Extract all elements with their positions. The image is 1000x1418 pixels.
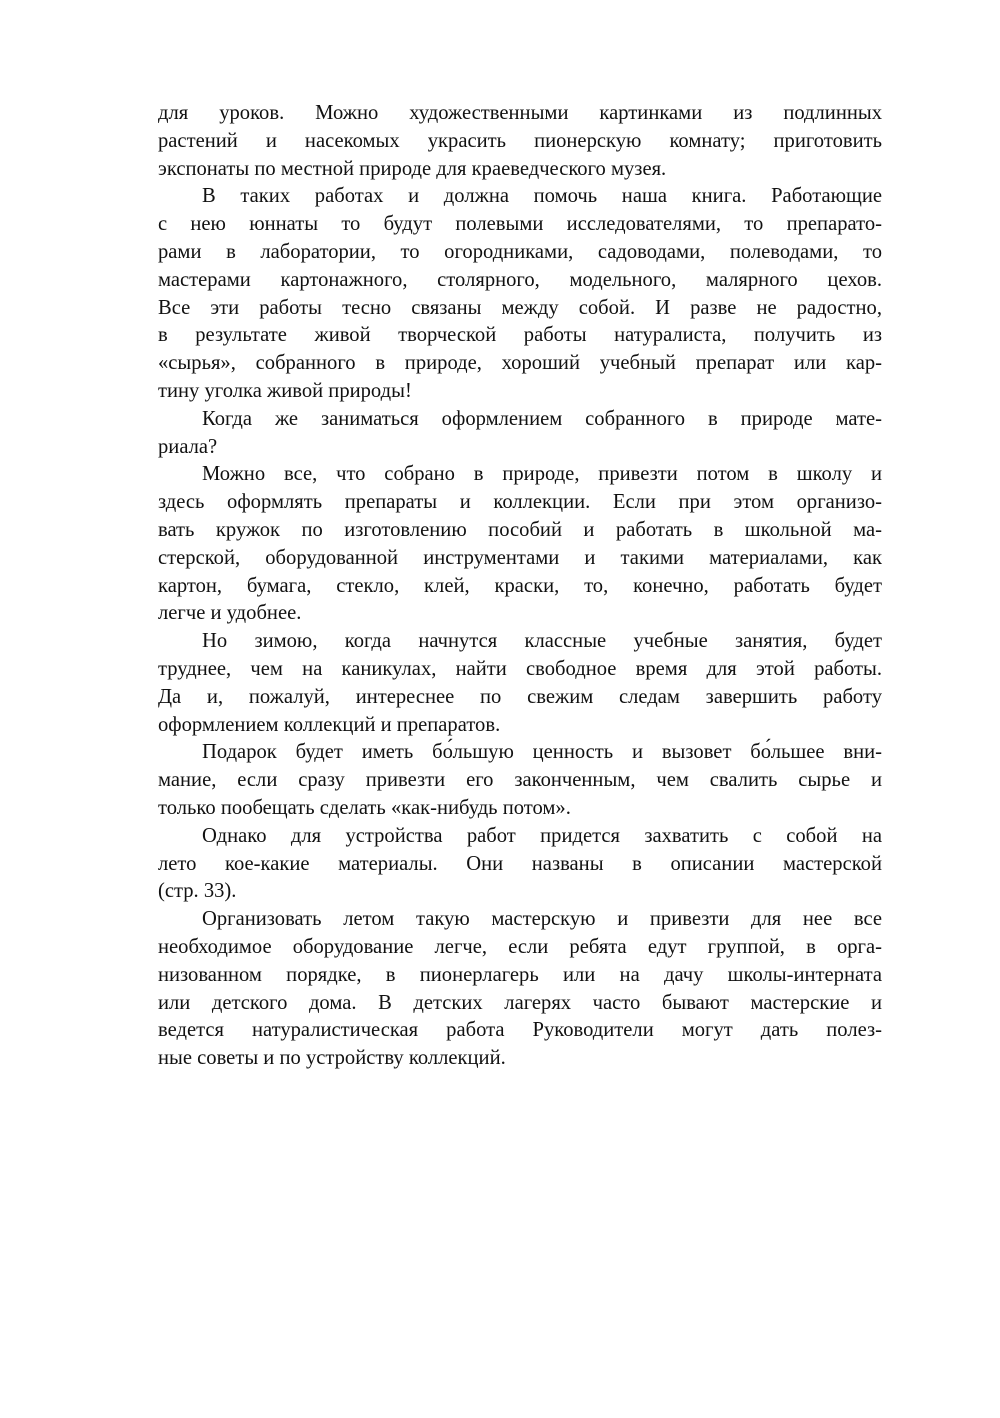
text-line: вать кружок по изготовлению пособий и работать в школьной ма- xyxy=(158,518,882,541)
text-line: лето кое-какие материалы. Они названы в описании мастерской xyxy=(158,852,882,875)
paragraph xyxy=(158,183,882,405)
book-page-text xyxy=(158,100,882,1073)
text-line: в результате живой творческой работы натуралиста, получить из xyxy=(158,324,882,347)
paragraph xyxy=(158,628,882,739)
text-line: необходимое оборудование легче, если ребята едут группой, в орга- xyxy=(158,935,882,958)
paragraph xyxy=(158,823,882,906)
text-line: мание, если сразу привезти его законченным, чем свалить сырье и xyxy=(158,769,882,792)
text-line: для уроков. Можно художественными картинками из подлинных xyxy=(158,102,882,124)
text-line: растений и насекомых украсить пионерскую комнату; приготовить xyxy=(158,129,882,152)
text-line: Но зимою, когда начнутся классные учебные занятия, будет xyxy=(202,630,882,653)
paragraph xyxy=(158,739,882,822)
text-line: только пообещать сделать «как-нибудь потом». xyxy=(158,796,571,819)
text-line: Подарок будет иметь бо́льшую ценность и вызовет бо́льшее вни- xyxy=(202,741,882,764)
text-line: оформлением коллекций и препаратов. xyxy=(158,713,501,736)
text-line: Однако для устройства работ придется захватить с собой на xyxy=(202,824,882,847)
text-line: риала? xyxy=(158,435,218,458)
text-line: легче и удобнее. xyxy=(158,602,302,625)
text-line: Да и, пожалуй, интереснее по свежим следам завершить работу xyxy=(158,685,882,708)
text-line: Все эти работы тесно связаны между собой. И разве не радостно, xyxy=(158,296,882,319)
paragraph xyxy=(158,461,882,628)
text-line: Можно все, что собрано в природе, привезти потом в школу и xyxy=(202,463,882,486)
text-line: (стр. 33). xyxy=(158,880,237,903)
text-line: экспонаты по местной природе для краеведческого музея. xyxy=(158,157,667,180)
text-line: рами в лаборатории, то огородниками, садоводами, полеводами, то xyxy=(158,240,882,263)
text-line: тину уголка живой природы! xyxy=(158,379,412,402)
text-line: труднее, чем на каникулах, найти свободное время для этой работы. xyxy=(158,657,882,680)
text-line: низованном порядке, в пионерлагерь или на дачу школы-интерната xyxy=(158,963,882,986)
text-line: Организовать летом такую мастерскую и привезти для нее все xyxy=(202,908,882,931)
paragraph xyxy=(158,100,882,183)
text-line: с нею юннаты то будут полевыми исследователями, то препарато- xyxy=(158,213,882,236)
text-line: картон, бумага, стекло, клей, краски, то, конечно, работать будет xyxy=(158,574,882,597)
text-line: или детского дома. В детских лагерях часто бывают мастерские и xyxy=(158,991,882,1014)
text-line: Когда же заниматься оформлением собранного в природе мате- xyxy=(202,407,882,430)
text-line: здесь оформлять препараты и коллекции. Если при этом организо- xyxy=(158,491,882,514)
text-line: «сырья», собранного в природе, хороший учебный препарат или кар- xyxy=(158,352,882,375)
text-line: стерской, оборудованной инструментами и такими материалами, как xyxy=(158,546,882,569)
paragraph xyxy=(158,406,882,462)
text-line: В таких работах и должна помочь наша книга. Работающие xyxy=(202,185,882,208)
paragraph xyxy=(158,906,882,1073)
text-line: ные советы и по устройству коллекций. xyxy=(158,1047,506,1070)
text-line: ведется натуралистическая работа Руководители могут дать полез- xyxy=(158,1019,882,1042)
text-line: мастерами картонажного, столярного, модельного, малярного цехов. xyxy=(158,268,882,291)
